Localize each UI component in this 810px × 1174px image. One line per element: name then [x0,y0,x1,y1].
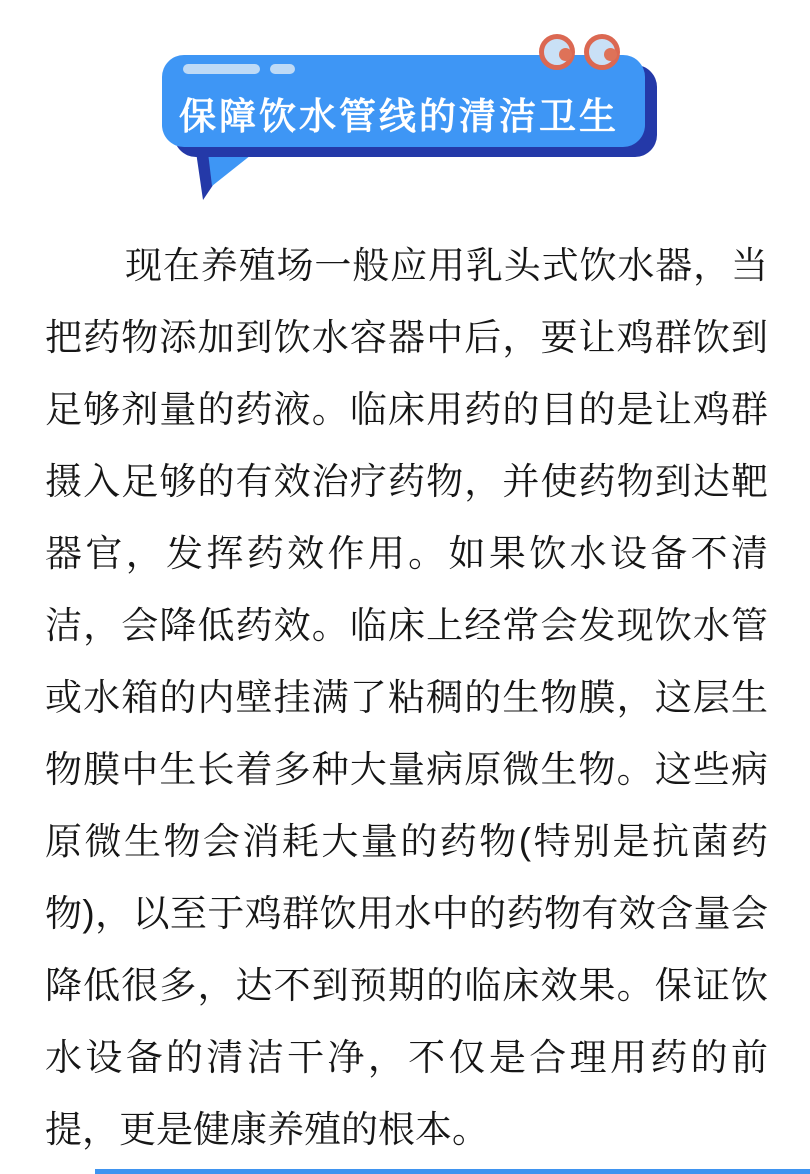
text-line: 提，更是健康养殖的根本。 [45,1109,489,1150]
text-line: 洁，会降低药效。临床上经常会发现饮水管 [45,605,768,646]
bubble-decor-bar-long [183,64,260,74]
eye-dot-icon [539,34,575,70]
text-line: 足够剂量的药液。临床用药的目的是让鸡群 [45,389,768,430]
text-line: 或水箱的内壁挂满了粘稠的生物膜，这层生 [45,677,768,718]
text-line: 器官，发挥药效作用。如果饮水设备不清 [45,533,768,574]
title-bubble [162,55,645,147]
eye-pupil [559,48,572,61]
text-line: 降低很多，达不到预期的临床效果。保证饮 [45,965,768,1006]
text-line: 物)，以至于鸡群饮用水中的药物有效含量会 [45,893,768,934]
next-section-divider [95,1169,810,1174]
text-line: 物膜中生长着多种大量病原微生物。这些病 [45,749,768,790]
text-line: 原微生物会消耗大量的药物(特别是抗菌药 [45,821,768,862]
eye-dot-icon [584,34,620,70]
text-line: 水设备的清洁干净，不仅是合理用药的前 [45,1037,768,1078]
text-line: 现在养殖场一般应用乳头式饮水器，当 [125,245,768,286]
eye-pupil [604,48,617,61]
bubble-tail [195,144,270,204]
article-body [45,230,768,1166]
section-title: 保障饮水管线的清洁卫生 [179,96,619,137]
bubble-decor-bars [183,64,295,74]
text-line: 摄入足够的有效治疗药物，并使药物到达靶 [45,461,768,502]
text-line: 把药物添加到饮水容器中后，要让鸡群饮到 [45,317,768,358]
bubble-decor-bar-short [270,64,295,74]
